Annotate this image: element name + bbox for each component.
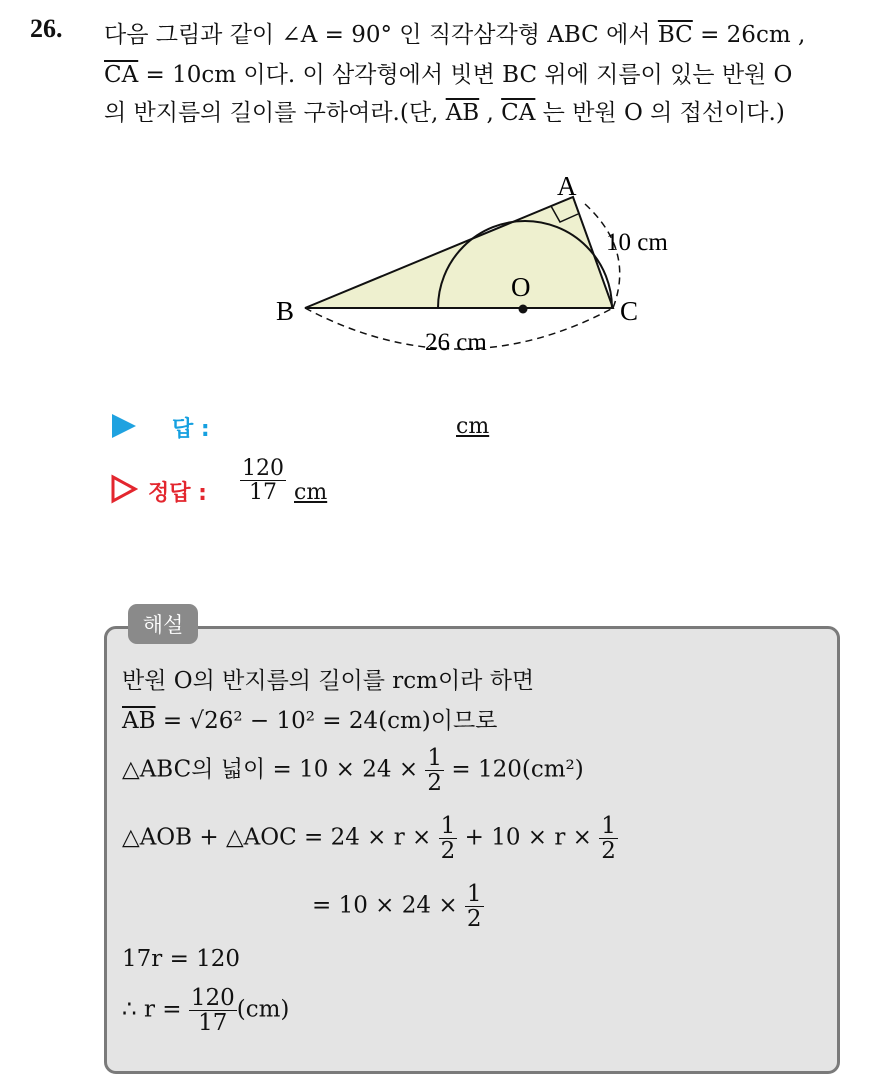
- problem-text: 의 반지름의 길이를 구하여라.(단,: [104, 100, 446, 126]
- segment-ab: $\overline{AB}$: [445, 100, 480, 126]
- segment-bc: $\overline{BC}$: [657, 22, 693, 48]
- solution-text: △AOB + △AOC = 24 × r ×: [122, 824, 432, 851]
- solution-line-1: 반원 O의 반지름의 길이를 rcm이라 하면: [122, 668, 535, 694]
- answer-unit: cm: [456, 414, 490, 439]
- problem-line-2: [104, 56, 792, 89]
- solution-line-5: [312, 882, 484, 931]
- problem-line-3: [104, 94, 785, 127]
- segment-ab: $\overline{AB}$: [122, 708, 156, 734]
- problem-text: ,: [479, 100, 502, 126]
- fraction-denominator: 2: [427, 770, 443, 797]
- problem-text: 는 반원 O 의 접선이다.): [535, 100, 785, 126]
- fraction-numerator: 1: [601, 813, 616, 839]
- fraction-numerator: 120: [190, 985, 235, 1011]
- problem-line-1: [104, 16, 805, 49]
- segment-ca: $\overline{CA}$: [501, 100, 536, 126]
- label-b: B: [276, 296, 295, 326]
- center-dot: [519, 305, 528, 314]
- label-side-ca: 10 cm: [606, 229, 668, 256]
- problem-text: = 26cm ,: [692, 22, 806, 48]
- segment-ca: $\overline{CA}$: [104, 62, 139, 88]
- solution-line-7: [122, 986, 289, 1035]
- fraction-numerator: 1: [427, 745, 443, 771]
- triangle-figure: [270, 160, 710, 360]
- answer-label: 답 :: [172, 417, 210, 442]
- fraction-numerator: 1: [466, 881, 482, 907]
- correct-answer-label: 정답 :: [148, 481, 207, 506]
- problem-number: 26.: [30, 14, 63, 43]
- problem-text: 다음 그림과 같이 ∠A = 90° 인 직각삼각형 ABC 에서: [104, 22, 658, 48]
- solution-text: = √26² − 10² = 24(cm)이므로: [155, 708, 498, 734]
- solution-text: + 10 × r ×: [464, 824, 592, 851]
- fraction-denominator: 17: [249, 480, 277, 506]
- solution-text: (cm): [236, 996, 290, 1023]
- label-c: C: [620, 296, 639, 326]
- solution-line-4: [122, 814, 618, 863]
- solution-tag: 해설: [128, 604, 198, 644]
- label-o: O: [511, 272, 531, 302]
- correct-arrow-icon: [110, 474, 138, 504]
- correct-answer-fraction: [240, 457, 286, 504]
- solution-text: ∴ r =: [122, 996, 182, 1023]
- solution-line-6: 17r = 120: [122, 946, 241, 972]
- fraction-denominator: 2: [440, 838, 456, 865]
- solution-line-3: [122, 746, 584, 795]
- solution-text: △ABC의 넓이 = 10 × 24 ×: [122, 756, 419, 783]
- answer-arrow-icon: [112, 414, 136, 438]
- fraction-denominator: 17: [198, 1010, 228, 1037]
- solution-text: = 120(cm²): [451, 756, 584, 783]
- fraction-numerator: 1: [440, 813, 456, 839]
- fraction-numerator: 120: [242, 456, 284, 481]
- correct-answer-unit: cm: [294, 480, 328, 505]
- problem-text: = 10cm 이다. 이 삼각형에서 빗변 BC 위에 지름이 있는 반원 O: [138, 62, 793, 88]
- solution-line-2: [122, 702, 497, 735]
- label-a: A: [557, 171, 577, 201]
- fraction-denominator: 2: [466, 906, 482, 933]
- label-side-bc: 26 cm: [425, 329, 487, 356]
- fraction-denominator: 2: [601, 838, 616, 865]
- solution-text: = 10 × 24 ×: [312, 892, 458, 919]
